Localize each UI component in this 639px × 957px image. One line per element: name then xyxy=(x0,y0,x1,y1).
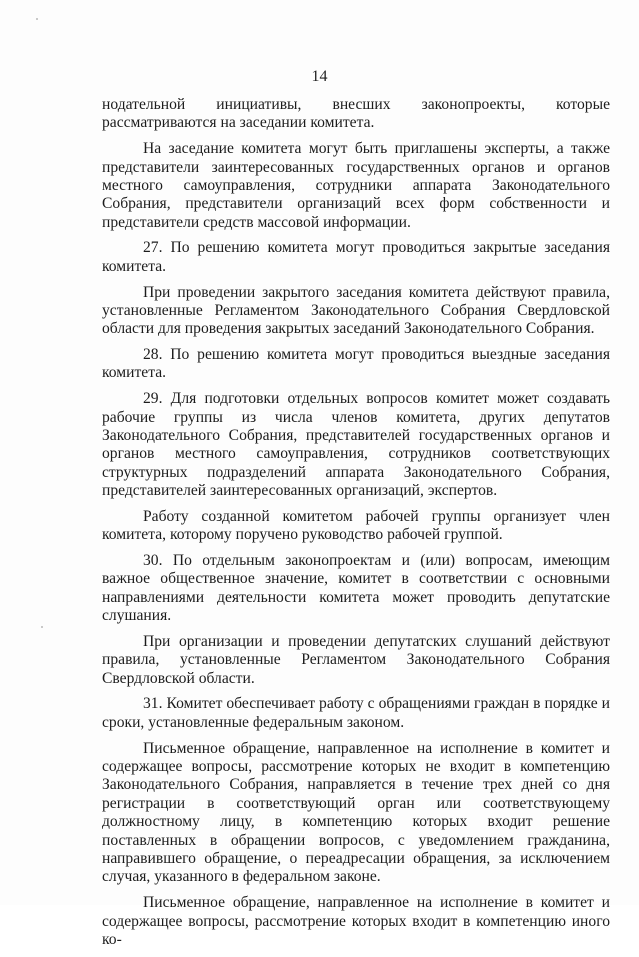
paragraph-item-30: 30. По отдельным законопроектам и (или) вопросам, имеющим важное общественное значение, комитет в соответствии с основными направлениями деятельности комитета может проводить депутатские слушания. xyxy=(102,552,610,625)
paragraph-item-27: 27. По решению комитета могут проводиться закрытые заседания комитета. xyxy=(102,239,610,275)
paragraph-invited-persons: На заседание комитета могут быть приглашены эксперты, а также представители заинтересованных государственных органов и органов местного самоуправления, сотрудники аппарата Законодательного Собрания, представители организаций всех форм собственности и представители средств массовой информации. xyxy=(102,140,610,231)
paragraph-written-appeal-other-committee: Письменное обращение, направленное на исполнение в комитет и содержащее вопросы, рассмотрение которых входит в компетенцию иного ко- xyxy=(102,894,610,948)
paragraph-hearings-rules: При организации и проведении депутатских слушаний действуют правила, установленные Регламентом Законодательного Собрания Свердловской области. xyxy=(102,632,610,687)
scan-speck xyxy=(41,626,43,628)
paragraph-working-group: Работу созданной комитетом рабочей группы организует член комитета, которому поручено руководство рабочей группой. xyxy=(102,507,610,544)
page-number: 14 xyxy=(311,68,328,85)
scan-speck xyxy=(36,18,38,20)
paragraph-continuation: нодательной инициативы, внесших законопроекты, которые рассматриваются на заседании комитета. xyxy=(102,96,610,132)
paragraph-written-appeal-redirect: Письменное обращение, направленное на исполнение в комитет и содержащее вопросы, рассмотрение которых не входит в компетенцию Законодательного Собрания, направляется в течение трех дней со дня регистрации в соответствующий орган или соответствующему должностному лицу, в компетенцию которых входит решение поставленных в обращении вопросов, с уведомлением гражданина, направившего обращение, о переадресации обращения, за исключением случая, указанного в федеральном законе. xyxy=(102,739,610,886)
paragraph-item-29: 29. Для подготовки отдельных вопросов комитет может создавать рабочие группы из числа членов комитета, других депутатов Законодательного Собрания, представителей государственных органов и органов местного самоуправления, сотрудников соответствующих структурных подразделений аппарата Законодательного Собрания, представителей заинтересованных организаций, экспертов. xyxy=(102,390,610,500)
paragraph-item-31: 31. Комитет обеспечивает работу с обращениями граждан в порядке и сроки, установленные федеральным законом. xyxy=(102,695,610,731)
document-body xyxy=(102,96,610,957)
paragraph-closed-meeting-rules: При проведении закрытого заседания комитета действуют правила, установленные Регламентом Законодательного Собрания Свердловской области для проведения закрытых заседаний Законодательного Собрания. xyxy=(102,283,610,338)
paragraph-item-28: 28. По решению комитета могут проводиться выездные заседания комитета. xyxy=(102,346,610,382)
